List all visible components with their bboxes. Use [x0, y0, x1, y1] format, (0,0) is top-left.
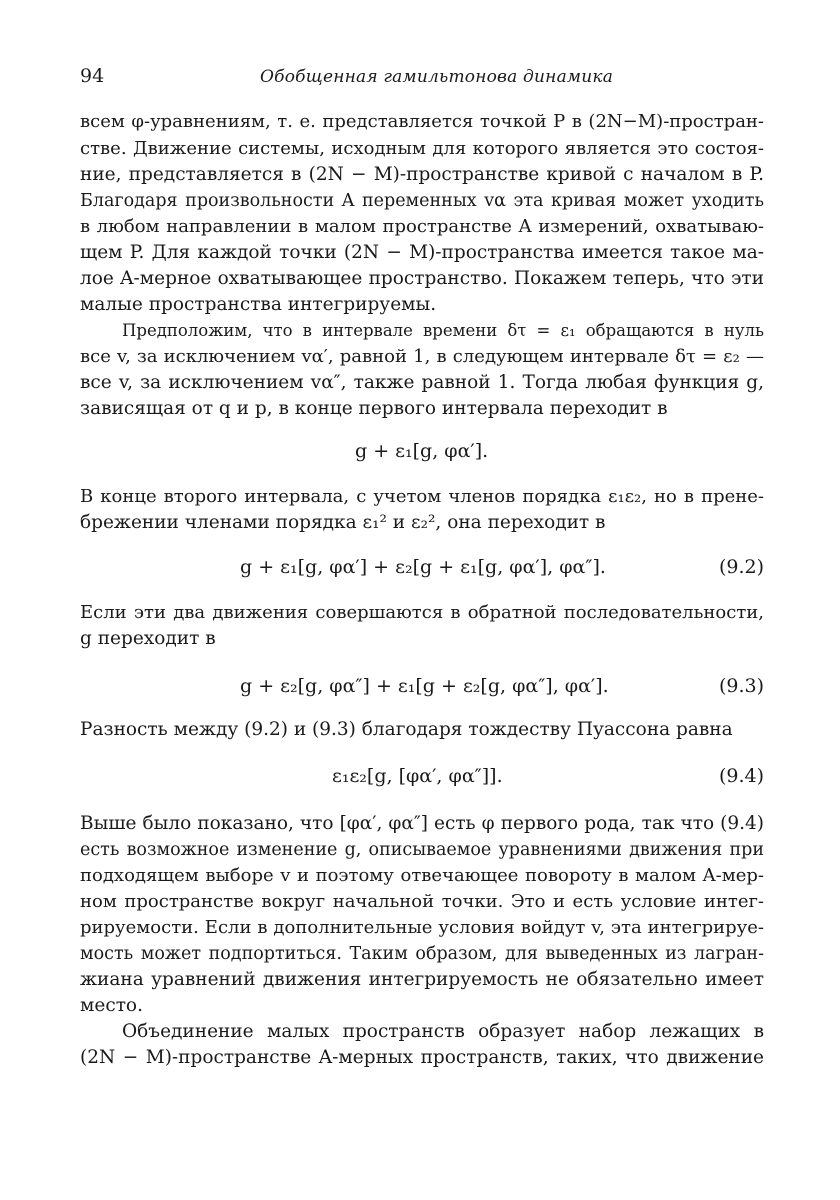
text-line: рируемости. Если в дополнительные условия войдут v, эта интегрируе-	[80, 917, 764, 938]
text-line: в любом направлении в малом пространстве A измерений, охватываю-	[80, 216, 764, 237]
paragraph-start: Объединение малых пространств образует набор лежащих в	[122, 1021, 764, 1042]
text-line: все v, за исключением vα″, также равной 1. Тогда любая функция g,	[80, 372, 764, 393]
text-line: Если эти два движения совершаются в обратной последовательности,	[80, 602, 764, 623]
formula-expression: ε₁ε₂[g, [φα′, φα″]].	[332, 765, 503, 787]
text-line: (2N − M)-пространстве A-мерных пространств, таких, что движение	[80, 1047, 764, 1068]
page-header	[80, 65, 764, 93]
text-line: лое A-мерное охватывающее пространство. Покажем теперь, что эти	[80, 268, 764, 289]
equation-number: (9.2)	[718, 556, 764, 578]
text-line: подходящем выборе v и поэтому отвечающее повороту в малом A-мер-	[80, 865, 764, 886]
text-line: ном пространстве вокруг начальной точки. Это и есть условие интег-	[80, 891, 764, 912]
text-line: ние, представляется в (2N − M)-пространстве кривой с началом в P.	[80, 164, 764, 185]
equation-number: (9.3)	[718, 675, 764, 697]
text-line: Благодаря произвольности A переменных vα эта кривая может уходить	[80, 191, 764, 211]
equation-number: (9.4)	[718, 765, 764, 787]
running-title: Обобщенная гамильтонова динамика	[260, 67, 614, 87]
text-line: зависящая от q и p, в конце первого интервала переходит в	[80, 398, 668, 419]
formula-expression: g + ε₁[g, φα′] + ε₂[g + ε₁[g, φα′], φα″].	[240, 556, 606, 578]
text-line: брежении членами порядка ε₁² и ε₂², она переходит в	[80, 512, 606, 533]
text-line: Выше было показано, что [φα′, φα″] есть φ первого рода, так что (9.4)	[80, 813, 764, 834]
text-line: малые пространства интегрируемы.	[80, 294, 437, 315]
text-line: В конце второго интервала, с учетом членов порядка ε₁ε₂, но в прене-	[80, 486, 764, 507]
text-line: g переходит в	[80, 628, 216, 649]
text-line: стве. Движение системы, исходным для которого является это состоя-	[80, 138, 764, 159]
text-line: Разность между (9.2) и (9.3) благодаря тождеству Пуассона равна	[80, 719, 733, 740]
text-line: все v, за исключением vα′, равной 1, в следующем интервале δτ = ε₂ —	[80, 346, 764, 367]
text-line: место.	[80, 995, 143, 1016]
text-line: щем P. Для каждой точки (2N − M)-пространства имеется такое ма-	[80, 242, 764, 263]
page-number: 94	[80, 65, 105, 87]
text-line: есть возможное изменение g, описываемое уравнениями движения при	[80, 840, 764, 860]
text-line: всем φ-уравнениям, т. е. представляется точкой P в (2N−M)-простран-	[80, 111, 764, 132]
text-line: жиана уравнений движения интегрируемость не обязательно имеет	[80, 969, 764, 990]
paragraph-start: Предположим, что в интервале времени δτ = ε₁ обращаются в нуль	[122, 321, 764, 340]
formula-expression: g + ε₂[g, φα″] + ε₁[g + ε₂[g, φα″], φα′].	[240, 675, 609, 697]
formula-expression: g + ε₁[g, φα′].	[355, 440, 489, 462]
text-line: мость может подпортиться. Таким образом, для выведенных из лагран-	[80, 944, 764, 964]
